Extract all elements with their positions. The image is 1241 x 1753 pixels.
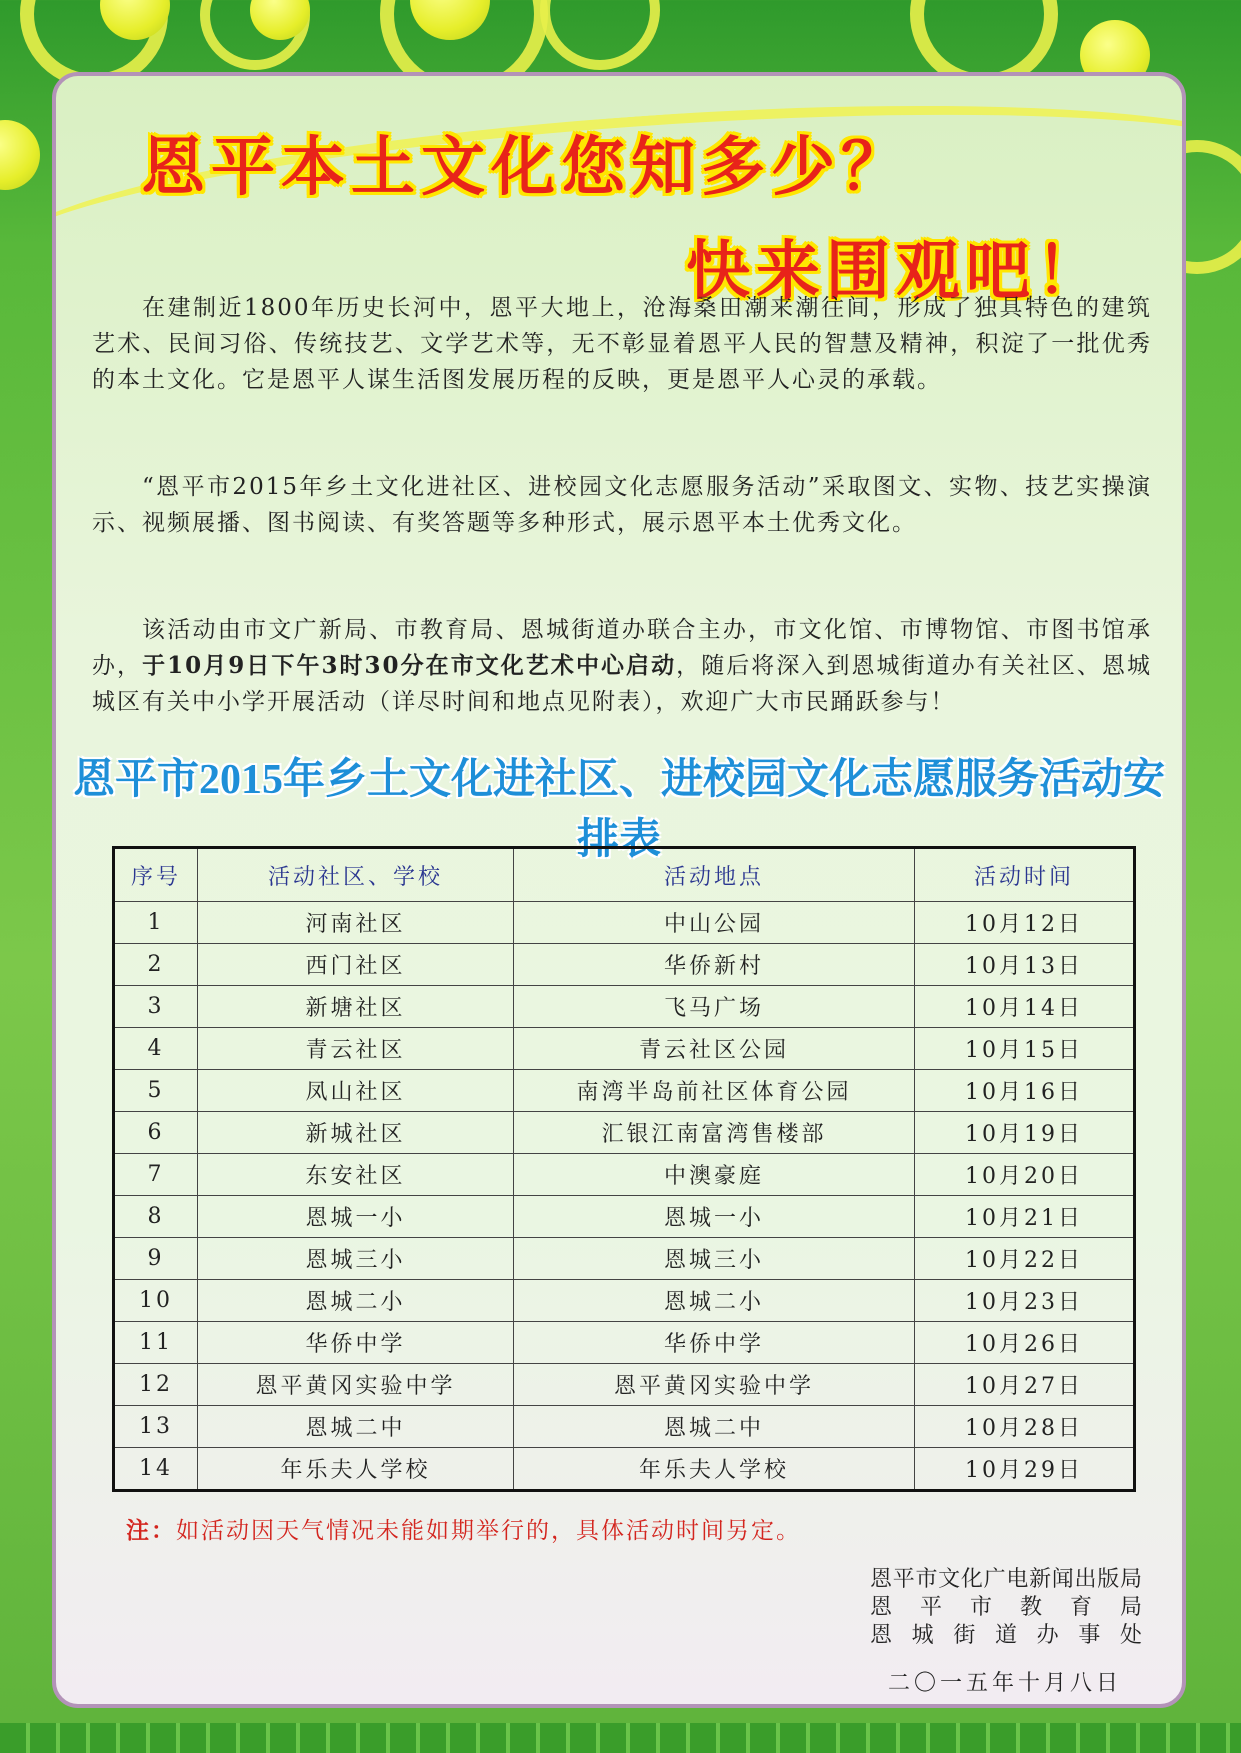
cell-index: 4	[114, 1028, 198, 1070]
cell-location: 恩城三小	[514, 1238, 915, 1280]
organizer-2: 恩平市教育局	[870, 1595, 1142, 1620]
organizer-3: 恩城街道办事处	[870, 1623, 1142, 1648]
cell-location: 恩城一小	[514, 1196, 915, 1238]
cell-community: 恩平黄冈实验中学	[198, 1364, 514, 1406]
cell-index: 8	[114, 1196, 198, 1238]
headline-line-1: 恩平本土文化您知多少？	[141, 130, 911, 205]
cell-community: 恩城一小	[198, 1196, 514, 1238]
table-row	[114, 1196, 1135, 1238]
cell-location: 恩平黄冈实验中学	[514, 1364, 915, 1406]
cell-time: 10月15日	[915, 1028, 1135, 1070]
cell-community: 东安社区	[198, 1154, 514, 1196]
decorative-ring	[540, 0, 660, 70]
table-row	[114, 1070, 1135, 1112]
table-row	[114, 1364, 1135, 1406]
intro-paragraph-1: 在建制近1800年历史长河中，恩平大地上，沧海桑田潮来潮往间，形成了独具特色的建筑艺术、民间习俗、传统技艺、文学艺术等，无不彰显着恩平人民的智慧及精神，积淀了一批优秀的本土文化。它是恩平人谋生活图发展历程的反映，更是恩平人心灵的承载。	[92, 295, 1152, 393]
header-location: 活动地点	[514, 848, 915, 902]
organizer-1: 恩平市文化广电新闻出版局	[870, 1567, 1142, 1592]
table-row	[114, 1112, 1135, 1154]
poster-panel	[52, 72, 1186, 1708]
table-header-row	[114, 848, 1135, 902]
issue-date: 二〇一五年十月八日	[887, 1671, 1122, 1696]
cell-community: 河南社区	[198, 902, 514, 944]
cell-location: 中澳豪庭	[514, 1154, 915, 1196]
cell-index: 2	[114, 944, 198, 986]
cell-time: 10月19日	[915, 1112, 1135, 1154]
cell-index: 13	[114, 1406, 198, 1448]
table-body	[114, 902, 1135, 1491]
cell-time: 10月27日	[915, 1364, 1135, 1406]
header-time: 活动时间	[915, 848, 1135, 902]
note-label: 注：	[126, 1517, 176, 1544]
cell-time: 10月29日	[915, 1448, 1135, 1491]
cell-time: 10月21日	[915, 1196, 1135, 1238]
cell-community: 恩城二中	[198, 1406, 514, 1448]
cell-location: 年乐夫人学校	[514, 1448, 915, 1491]
cell-index: 7	[114, 1154, 198, 1196]
cell-community: 凤山社区	[198, 1070, 514, 1112]
cell-community: 新城社区	[198, 1112, 514, 1154]
cell-location: 华侨中学	[514, 1322, 915, 1364]
schedule-table	[112, 846, 1136, 1492]
cell-location: 恩城二中	[514, 1406, 915, 1448]
table-row	[114, 1280, 1135, 1322]
note-text: 如活动因天气情况未能如期举行的，具体活动时间另定。	[176, 1518, 801, 1544]
cell-index: 1	[114, 902, 198, 944]
header-community: 活动社区、学校	[198, 848, 514, 902]
schedule-title: 恩平市2015年乡土文化进社区、进校园文化志愿服务活动安排表	[72, 757, 1165, 863]
table-row	[114, 902, 1135, 944]
cell-location: 青云社区公园	[514, 1028, 915, 1070]
cell-index: 11	[114, 1322, 198, 1364]
cell-location: 飞马广场	[514, 986, 915, 1028]
intro-text: 该活动由市文广新局、市教育局、恩城街道办联合主办，市文化馆、市博物馆、市图书馆承办，	[92, 617, 1152, 679]
cell-time: 10月26日	[915, 1322, 1135, 1364]
table-row	[114, 1322, 1135, 1364]
table-row	[114, 1406, 1135, 1448]
table-row	[114, 1238, 1135, 1280]
cell-time: 10月12日	[915, 902, 1135, 944]
cell-community: 恩城二小	[198, 1280, 514, 1322]
cell-community: 青云社区	[198, 1028, 514, 1070]
table-row	[114, 944, 1135, 986]
cell-community: 年乐夫人学校	[198, 1448, 514, 1491]
cell-time: 10月28日	[915, 1406, 1135, 1448]
bottom-decor-strip	[0, 1723, 1241, 1753]
cell-time: 10月16日	[915, 1070, 1135, 1112]
cell-time: 10月20日	[915, 1154, 1135, 1196]
table-row	[114, 1448, 1135, 1491]
decorative-dot	[0, 120, 40, 190]
table-row	[114, 986, 1135, 1028]
cell-location: 恩城二小	[514, 1280, 915, 1322]
cell-index: 5	[114, 1070, 198, 1112]
cell-location: 南湾半岛前社区体育公园	[514, 1070, 915, 1112]
cell-time: 10月23日	[915, 1280, 1135, 1322]
cell-location: 中山公园	[514, 902, 915, 944]
launch-highlight: 于10月9日下午3时30分在市文化艺术中心启动	[142, 652, 677, 679]
header-index: 序号	[114, 848, 198, 902]
cell-index: 14	[114, 1448, 198, 1491]
cell-location: 华侨新村	[514, 944, 915, 986]
cell-location: 汇银江南富湾售楼部	[514, 1112, 915, 1154]
cell-index: 10	[114, 1280, 198, 1322]
intro-paragraph-2: “恩平市2015年乡土文化进社区、进校园文化志愿服务活动”采取图文、实物、技艺实操演示、视频展播、图书阅读、有奖答题等多种形式，展示恩平本土优秀文化。	[92, 474, 1152, 536]
cell-index: 9	[114, 1238, 198, 1280]
cell-community: 新塘社区	[198, 986, 514, 1028]
table-row	[114, 1028, 1135, 1070]
headline-line-2: 快来围观吧！	[686, 234, 1106, 309]
cell-time: 10月22日	[915, 1238, 1135, 1280]
cell-index: 3	[114, 986, 198, 1028]
intro-paragraph-3	[92, 612, 1152, 720]
cell-community: 华侨中学	[198, 1322, 514, 1364]
cell-time: 10月14日	[915, 986, 1135, 1028]
cell-community: 西门社区	[198, 944, 514, 986]
intro-text: ，随后将深入到恩城街道办有关社区、恩城城区有关中小学开展活动（详尽时间和地点见附表），欢迎广大市民踊跃参与！	[92, 653, 1153, 715]
note	[126, 1512, 801, 1545]
cell-index: 12	[114, 1364, 198, 1406]
cell-time: 10月13日	[915, 944, 1135, 986]
table-row	[114, 1154, 1135, 1196]
cell-index: 6	[114, 1112, 198, 1154]
cell-community: 恩城三小	[198, 1238, 514, 1280]
